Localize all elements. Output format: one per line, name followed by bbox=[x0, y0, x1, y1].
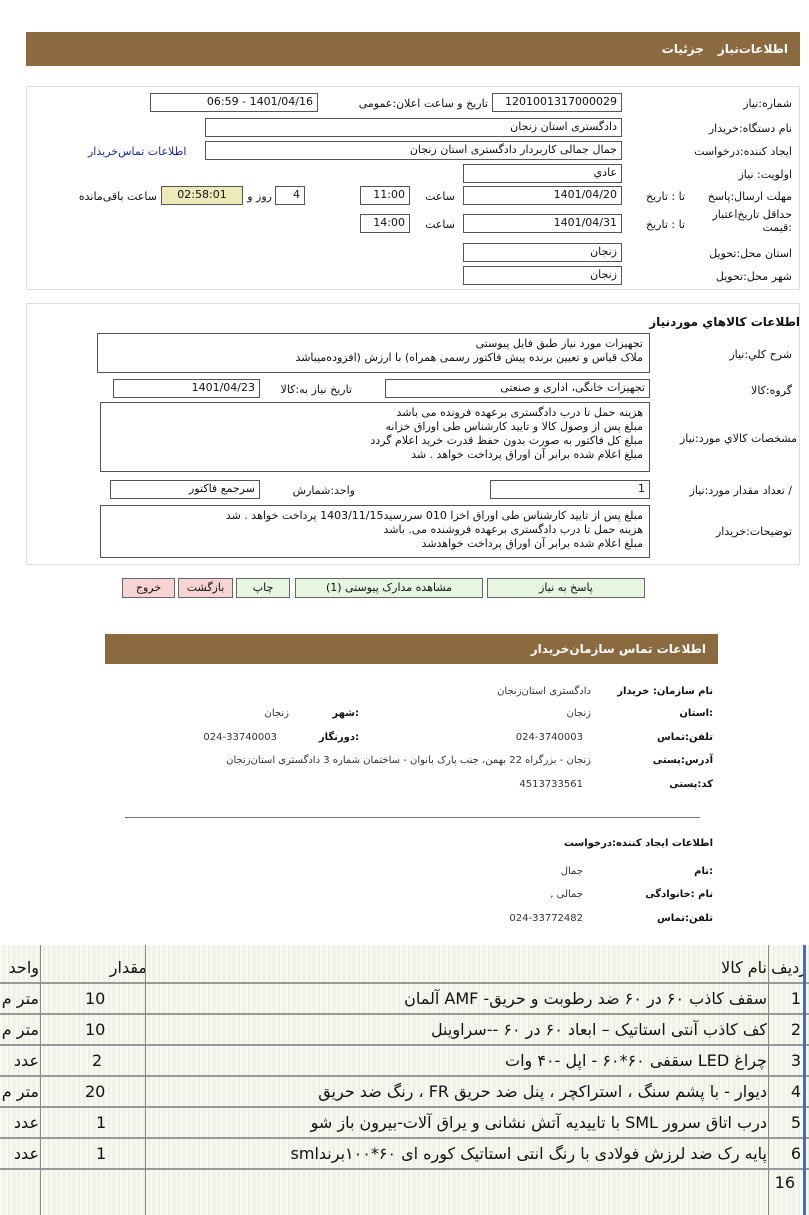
phone-value: 024-3740003 bbox=[515, 732, 583, 743]
deadline-label: مهلت ارسال:پاسخ bbox=[707, 190, 792, 203]
item-unit: عدد bbox=[13, 1051, 39, 1070]
row-number: 4 bbox=[790, 1082, 801, 1101]
province-label: :استان bbox=[679, 708, 713, 719]
desc-line: تجهیزات مورد نیاز طبق فایل پیوستی bbox=[475, 337, 643, 350]
page-header-bar bbox=[26, 32, 800, 66]
buyer-contact-link[interactable]: اطلاعات تماس‌خریدار bbox=[88, 145, 187, 158]
table-row bbox=[0, 984, 809, 1015]
items-table-image bbox=[0, 945, 809, 1215]
desc-label: شرح کلي:نیاز bbox=[729, 348, 792, 361]
notes-label: توضیحات:خریدار bbox=[716, 525, 792, 538]
column-divider bbox=[145, 945, 146, 1215]
to-date-label-2: تا : تاریخ bbox=[646, 218, 685, 231]
need-date-label: تاریخ نیاز به:کالا bbox=[280, 383, 352, 396]
need-date-field: 1401/04/23 bbox=[113, 379, 260, 398]
fax-label: :دورنگار bbox=[318, 732, 359, 743]
city-field: زنجان bbox=[463, 266, 622, 285]
province-field: زنجان bbox=[463, 243, 622, 262]
row-number: 2 bbox=[790, 1020, 801, 1039]
address-label: آدرس:پستی bbox=[652, 755, 713, 766]
notes-box bbox=[100, 505, 650, 558]
unit-label: واحد:شمارش bbox=[292, 484, 355, 497]
buyer-field: دادگستری استان زنجان bbox=[205, 118, 622, 137]
city-label: شهر محل:تحویل bbox=[715, 270, 792, 283]
specs-box bbox=[100, 402, 650, 472]
item-unit: متر م bbox=[1, 989, 39, 1008]
group-field: تجهیزات خانگی، اداری و صنعتی bbox=[385, 379, 650, 398]
specs-line: مبلغ اعلام شده برابر آن اوراق پرداخت خواهد . شد bbox=[411, 448, 643, 461]
city-label: :شهر bbox=[332, 708, 359, 719]
announce-label: تاریخ و ساعت اعلان:عمومی bbox=[358, 97, 488, 110]
creator-field: جمال جمالی کاربردار دادگستری استان زنجان bbox=[205, 141, 622, 160]
view-attachments-button[interactable]: مشاهده مدارک پیوستی (1) bbox=[295, 578, 483, 598]
validity-date-field: 1401/04/31 bbox=[463, 214, 622, 233]
city-value: زنجان bbox=[264, 708, 289, 719]
name-value: جمال bbox=[560, 866, 583, 877]
priority-field: عادي bbox=[463, 164, 622, 183]
contact-bar: اطلاعات تماس سازمان‌خریدار bbox=[105, 634, 718, 664]
table-row bbox=[0, 1015, 809, 1046]
province-label: استان محل:تحویل bbox=[709, 247, 792, 260]
item-qty: 1 bbox=[96, 1113, 107, 1132]
divider bbox=[125, 817, 700, 818]
item-name: سقف کاذب ۶۰ در ۶۰ ضد رطوبت و حریق- AMF آلمان bbox=[404, 989, 767, 1008]
specs-label: مشخصات کالاي مورد:نیاز bbox=[679, 432, 797, 445]
fax-value: 024-33740003 bbox=[203, 732, 277, 743]
address-value: زنجان - بزرگراه 22 بهمن، جنب پارک بانوان - ساختمان شماره 3 دادگستری استان‌زنجان bbox=[226, 755, 591, 766]
need-details-panel bbox=[26, 86, 800, 290]
item-unit: عدد bbox=[13, 1144, 39, 1163]
family-value: جمالی , bbox=[550, 889, 583, 900]
remaining-time-field: 02:58:01 bbox=[161, 186, 243, 205]
creator-phone-label: تلفن:تماس bbox=[656, 913, 713, 924]
item-name: کف کاذب آنتی استاتیک – ابعاد ۶۰ در ۶۰ --سراوینل bbox=[430, 1020, 767, 1039]
buyer-label: نام دستگاه:خریدار bbox=[708, 122, 792, 135]
header-unit: واحد bbox=[8, 958, 39, 977]
need-number-field: 1201001317000029 bbox=[492, 93, 622, 112]
notes-line: هزینه حمل تا درب دادگستری برعهده فروشنده می. باشد bbox=[383, 523, 643, 536]
qty-label: / تعداد مقدار مورد:نیاز bbox=[689, 484, 792, 497]
specs-line: مبلغ پس از وصول کالا و تایید کارشناس طی اوراق خزانه bbox=[385, 420, 643, 433]
item-qty: 1 bbox=[96, 1144, 107, 1163]
row-number: 6 bbox=[790, 1144, 801, 1163]
org-label: نام سازمان: خریدار bbox=[617, 686, 713, 697]
row-number: 5 bbox=[790, 1113, 801, 1132]
postal-label: کد:پستی bbox=[669, 779, 713, 790]
item-name: چراغ LED سقفی ۶۰*۶۰ - اپل -۴۰ وات bbox=[505, 1051, 767, 1070]
reply-button[interactable]: پاسخ به نیاز bbox=[487, 578, 645, 598]
unit-field: سرجمع فاکتور bbox=[110, 480, 260, 499]
announce-field: 1401/04/16 - 06:59 bbox=[150, 93, 318, 112]
item-qty: 10 bbox=[85, 989, 106, 1008]
footer-number: 16 bbox=[774, 1173, 795, 1192]
item-unit: متر م bbox=[1, 1082, 39, 1101]
creator-label: ایجاد کننده:درخواست bbox=[694, 145, 792, 158]
item-unit: عدد bbox=[13, 1113, 39, 1132]
province-value: زنجان bbox=[566, 708, 591, 719]
specs-line: هزینه حمل تا درب دادگستری برعهده فرونده می باشد bbox=[396, 406, 643, 419]
tab-details[interactable]: جزئیات bbox=[661, 42, 704, 56]
exit-button[interactable]: خروج bbox=[122, 578, 175, 598]
specs-line: مبلغ کل فاکتور به صورت بدون حفظ قدرت خرید اعلام گردد bbox=[370, 434, 643, 447]
qty-field: 1 bbox=[490, 480, 650, 499]
back-button[interactable]: بازگشت bbox=[178, 578, 233, 598]
table-row bbox=[0, 1077, 809, 1108]
family-label: نام :خانوادگی bbox=[645, 889, 713, 900]
column-divider bbox=[768, 945, 769, 1215]
item-qty: 20 bbox=[85, 1082, 106, 1101]
notes-line: مبلغ پس از تایید کارشناس طی اوراق اخزا 010 سررسید1403/11/15 پرداخت خواهد . شد bbox=[225, 509, 643, 522]
column-divider bbox=[40, 945, 41, 1215]
days-label: روز و bbox=[247, 190, 272, 203]
name-label: :نام bbox=[694, 866, 713, 877]
priority-label: اولویت: نیاز bbox=[738, 168, 792, 181]
validity-time-field: 14:00 bbox=[360, 214, 410, 233]
creator-phone-value: 024-33772482 bbox=[509, 913, 583, 924]
notes-line: مبلغ اعلام شده برابر آن اوراق پرداخت خواهدشد bbox=[421, 537, 643, 550]
item-name: پایه رک ضد لرزش فولادی با رنگ انتی استاتیک کوره ای ۶۰*۱۰۰برندsml bbox=[290, 1144, 767, 1163]
table-header bbox=[0, 953, 809, 984]
postal-value: 4513733561 bbox=[519, 779, 583, 790]
group-label: گروه:کالا bbox=[751, 384, 792, 397]
scrollbar[interactable] bbox=[803, 945, 806, 1215]
print-button[interactable]: چاپ bbox=[236, 578, 290, 598]
desc-line: ملاک قیاس و تعیین برنده پیش فاکتور رسمی همراه) با ارزش (افزوده‌میباشد bbox=[295, 351, 643, 364]
deadline-time-field: 11:00 bbox=[360, 186, 410, 205]
table-row bbox=[0, 1139, 809, 1170]
table-row bbox=[0, 1108, 809, 1139]
item-name: درب اتاق سرور SML با تاییدیه آتش نشانی و یراق آلات-بیرون باز شو bbox=[310, 1113, 767, 1132]
creator-info-title: اطلاعات ایجاد کننده:درخواست bbox=[563, 838, 713, 849]
header-row-number: ردیف bbox=[771, 958, 807, 977]
item-qty: 2 bbox=[92, 1051, 103, 1070]
item-name: دیوار - با پشم سنگ ، استراکچر ، پنل ضد حریق FR ، رنگ ضد حریق bbox=[318, 1082, 767, 1101]
header-qty: مقدار bbox=[109, 958, 147, 977]
remaining-label: ساعت باقی‌مانده bbox=[78, 190, 157, 203]
days-field: 4 bbox=[275, 186, 305, 205]
table-row bbox=[0, 1046, 809, 1077]
to-date-label: تا : تاریخ bbox=[646, 190, 685, 203]
header-item-name: نام کالا bbox=[721, 958, 767, 977]
desc-box bbox=[97, 333, 650, 373]
need-number-label: شماره:نیاز bbox=[743, 97, 792, 110]
phone-label: تلفن:تماس bbox=[656, 732, 713, 743]
deadline-date-field: 1401/04/20 bbox=[463, 186, 622, 205]
time-label-2: ساعت bbox=[425, 218, 455, 231]
validity-label: حداقل تاریخ‌اعتبار :قیمت bbox=[712, 208, 792, 234]
item-unit: متر م bbox=[1, 1020, 39, 1039]
row-number: 3 bbox=[790, 1051, 801, 1070]
time-label: ساعت bbox=[425, 190, 455, 203]
org-value: دادگستری استان‌زنجان bbox=[497, 686, 591, 697]
item-qty: 10 bbox=[85, 1020, 106, 1039]
row-number: 1 bbox=[790, 989, 801, 1008]
goods-title: اطلاعات کالاهاي موردنیاز bbox=[649, 315, 800, 329]
tab-need-info[interactable]: اطلاعات‌نیاز bbox=[717, 42, 788, 56]
